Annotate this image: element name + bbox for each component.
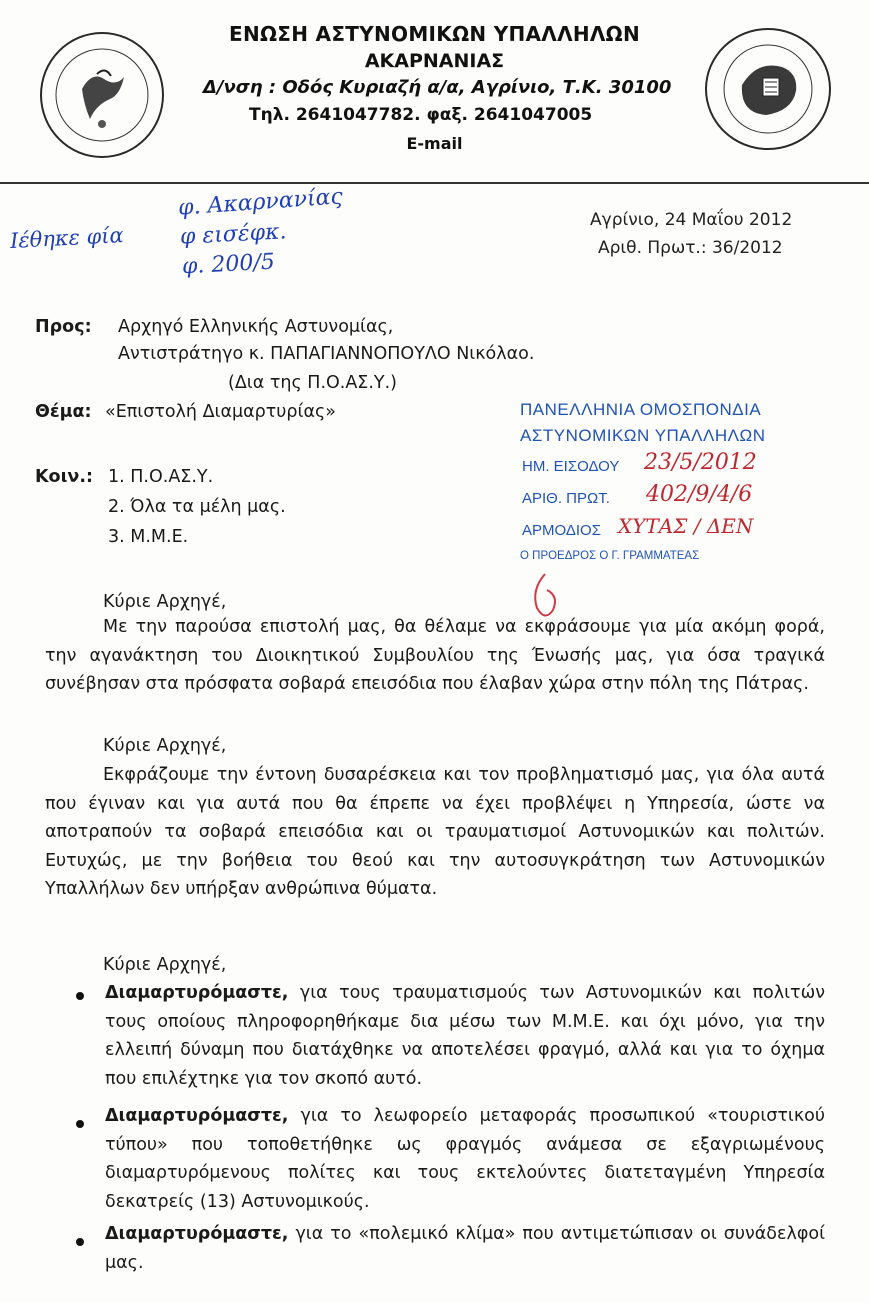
organization-email-label: E-mail [406, 134, 463, 153]
greeting-1: Κύριε Αρχηγέ, [103, 592, 227, 612]
cc-item-1: 1. Π.Ο.ΑΣ.Υ. [108, 467, 214, 487]
header-divider [0, 182, 869, 184]
organization-phone-fax: Τηλ. 2641047782. φαξ. 2641047005 [249, 105, 593, 125]
bullet-3-text: για το «πολεμικό κλίμα» που αντιμετώπισαν οι συνάδελφοί μας. [105, 1224, 825, 1273]
stamp-protocol-label: ΑΡΙΘ. ΠΡΩΤ. [522, 490, 610, 507]
bullet-marker-2 [76, 1120, 84, 1128]
stamp-line-2: ΑΣΤΥΝΟΜΙΚΩΝ ΥΠΑΛΛΗΛΩΝ [520, 426, 766, 445]
handwritten-left-note: Ιέθηκε φία [9, 223, 125, 253]
bullet-3-lead: Διαμαρτυρόμαστε, [105, 1224, 289, 1244]
handwritten-line-1: φ. Ακαρνανίας [177, 184, 344, 221]
bullet-1-text: για τους τραυματισμούς των Αστυνομικών και πολιτών τους οποίους πληροφορηθήκαμε δια μέσω των Μ.Μ.Ε. και όχι μόνο, για την ελλειπή δύναμη που διατάχθηκε να αποτελέσει φραγμό, αλλά και για το όχημα που επιλέχτηκε για τον σκοπό αυτό. [105, 983, 825, 1089]
receipt-stamp [518, 398, 778, 573]
paragraph-1: Με την παρούσα επιστολή μας, θα θέλαμε να εκφράσουμε για μία ακόμη φορά, την αγανάκτηση του Διοικητικού Συμβουλίου της Ένωσής μας, για όσα τραγικά συνέβησαν στα πρόσφατα σοβαρά επεισόδια που έλαβαν χώρα στην πόλη της Πάτρας. [45, 617, 825, 694]
bullet-marker-3 [76, 1238, 84, 1246]
to-line-2: Αντιστράτηγο κ. ΠΑΠΑΓΙΑΝΝΟΠΟΥΛΟ Νικόλαο. [118, 344, 535, 364]
bullet-item-1 [105, 979, 825, 1093]
stamp-footer: Ο ΠΡΟΕΔΡΟΣ Ο Γ. ΓΡΑΜΜΑΤΕΑΣ [520, 550, 700, 562]
stamp-responsible-value: ΧΥΤΑΣ / ΔΕΝ [618, 514, 754, 538]
organization-name: ΕΝΩΣΗ ΑΣΤΥΝΟΜΙΚΩΝ ΥΠΑΛΛΗΛΩΝ [228, 22, 641, 46]
cc-item-2: 2. Όλα τα μέλη μας. [108, 497, 286, 517]
paragraph-2: Εκφράζουμε την έντονη δυσαρέσκεια και τον προβληματισμό μας, για όλα αυτά που έγιναν και για αυτά που θα έπρεπε να έχει προβλέψει η Υπηρεσία, ώστε να αποτραπούν τα σοβαρά επεισόδια και οι τραυματισμοί Αστυνομικών και πολιτών. Ευτυχώς, με την βοήθεια του θεού και την αυτοσυγκράτηση των Αστυνομικών Υπαλλήλων δεν υπήρξαν ανθρώπινα θύματα. [45, 765, 825, 899]
organization-address: Δ/νση : Οδός Κυριαζή α/α, Αγρίνιο, Τ.Κ. 30100 [203, 77, 672, 98]
to-line-1: Αρχηγό Ελληνικής Αστυνομίας, [118, 317, 394, 337]
cc-item-3: 3. Μ.Μ.Ε. [108, 527, 189, 547]
stamp-line-1: ΠΑΝΕΛΛΗΝΙΑ ΟΜΟΣΠΟΝΔΙΑ [520, 400, 762, 419]
bullet-item-3 [105, 1220, 825, 1277]
letter-date: Αγρίνιο, 24 Μαΐου 2012 [590, 210, 793, 230]
subject-label: Θέμα: [35, 402, 92, 422]
bullet-1-lead: Διαμαρτυρόμαστε, [105, 983, 289, 1003]
stamp-protocol-value: 402/9/4/6 [646, 482, 753, 507]
greeting-2: Κύριε Αρχηγέ, [103, 736, 227, 756]
subject-text: «Επιστολή Διαμαρτυρίας» [105, 402, 336, 422]
greeting-3: Κύριε Αρχηγέ, [103, 955, 227, 975]
bullet-2-text: για το λεωφορείο μεταφοράς προσωπικού «τουριστικού τύπου» που τοποθετήθηκε ως φραγμός ανάμεσα σε εξαγριωμένους διαμαρτυρόμενους πολίτες και τους εκτελούντες διατεταγμένη Υπηρεσία δεκατρείς (13) Αστυνομικούς. [105, 1106, 825, 1212]
stamp-entry-value: 23/5/2012 [644, 450, 757, 475]
bullet-item-2 [105, 1102, 825, 1216]
to-line-3: (Δια της Π.Ο.ΑΣ.Υ.) [228, 373, 398, 393]
organization-region: ΑΚΑΡΝΑΝΙΑΣ [364, 50, 505, 72]
right-federation-seal [705, 28, 831, 150]
letter-protocol-number: Αριθ. Πρωτ.: 36/2012 [598, 238, 783, 258]
bullet-marker-1 [76, 992, 84, 1000]
handwritten-line-3: φ. 200/5 [181, 249, 276, 280]
right-seal-emblem [707, 30, 829, 148]
handwritten-line-2: φ εισέφκ. [179, 219, 288, 250]
to-label: Προς: [35, 317, 92, 337]
stamp-entry-label: ΗΜ. ΕΙΣΟΔΟΥ [522, 458, 620, 475]
bullet-2-lead: Διαμαρτυρόμαστε, [105, 1106, 289, 1126]
cc-label: Κοιν.: [35, 467, 93, 487]
stamp-responsible-label: ΑΡΜΟΔΙΟΣ [522, 522, 601, 539]
